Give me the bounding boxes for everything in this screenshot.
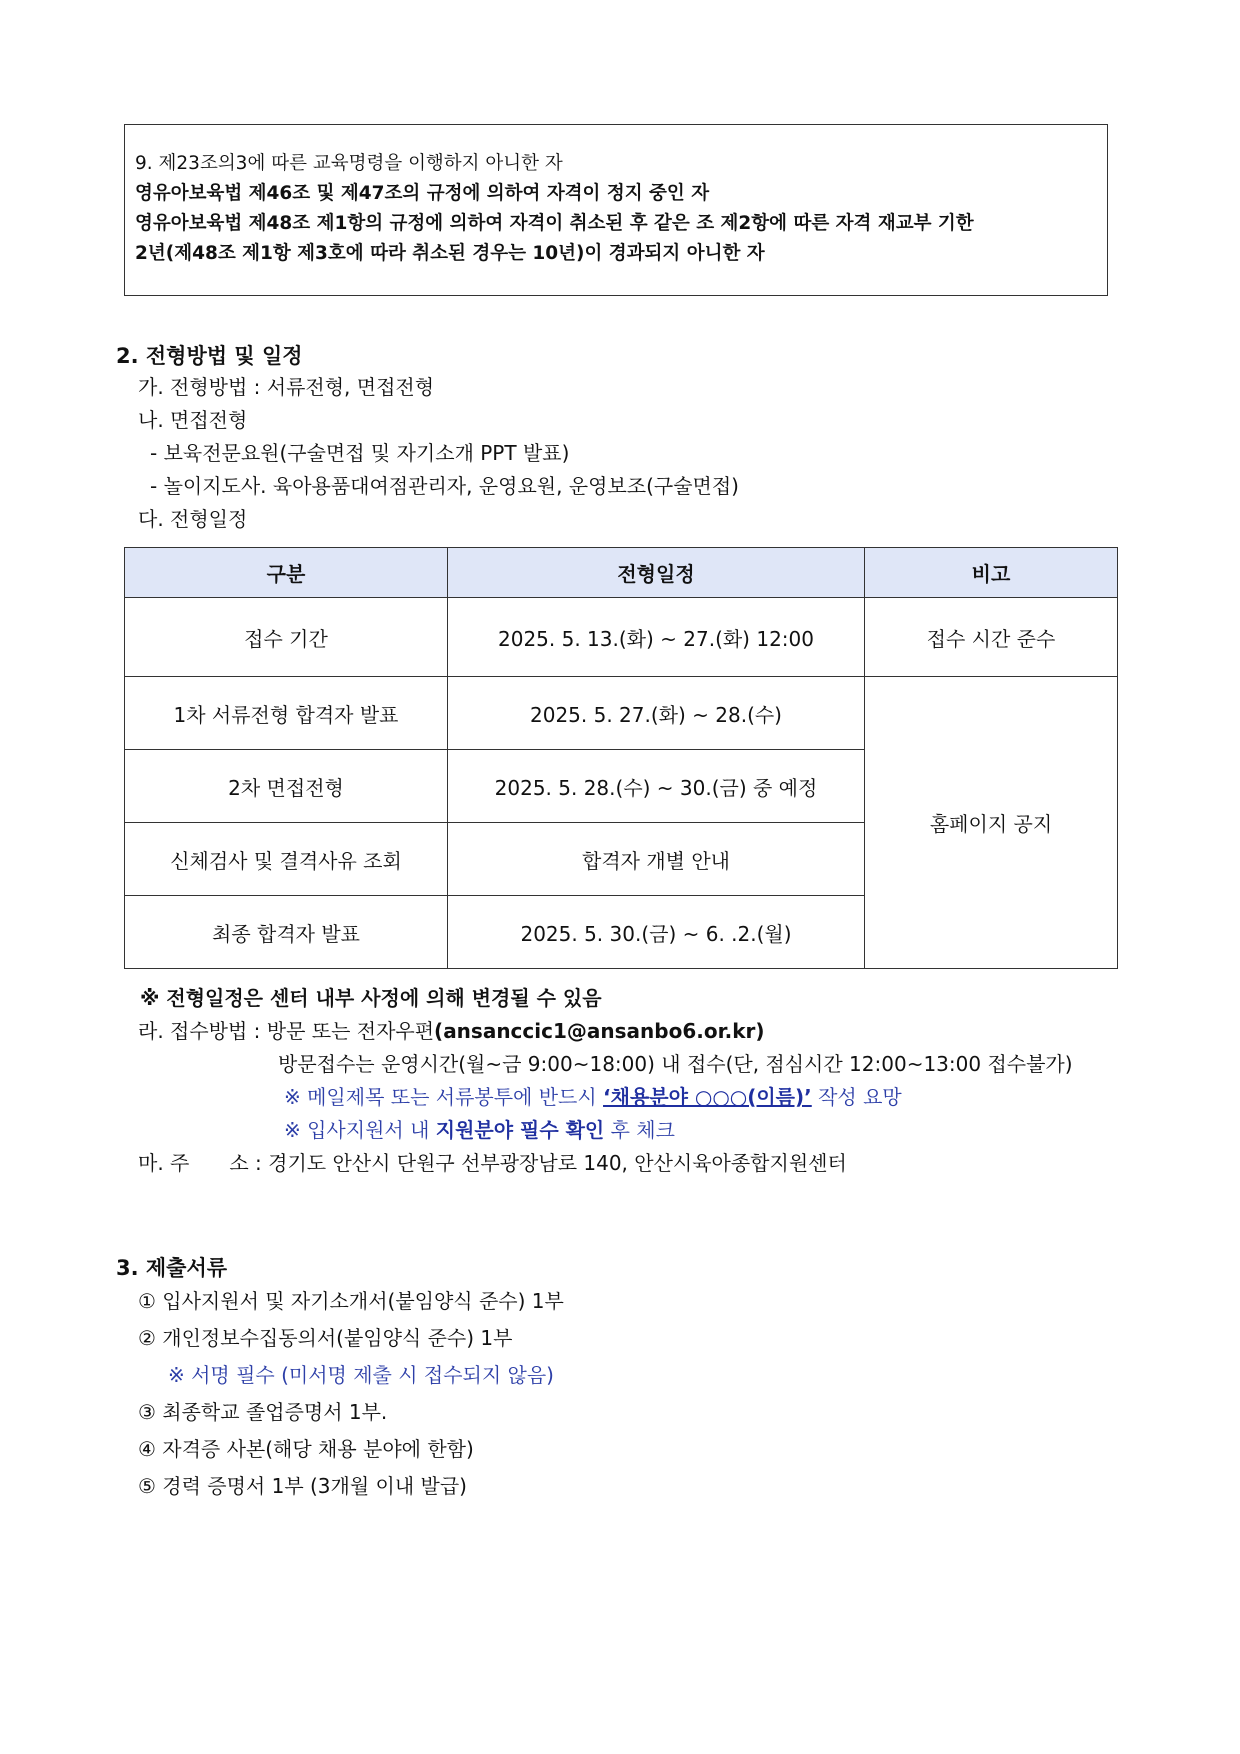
method-line: 가. 전형방법 : 서류전형, 면접전형 (138, 375, 435, 399)
application-method-label: 라. 접수방법 : 방문 또는 전자우편 (138, 1019, 435, 1043)
disqualification-box (124, 124, 1108, 296)
interview-item: - 보육전문요원(구술면접 및 자기소개 PPT 발표) (150, 441, 570, 465)
section-3-title: 3. 제출서류 (116, 1256, 228, 1280)
box-line: 영유아보육법 제48조 제1항의 규정에 의하여 자격이 취소된 후 같은 조 제2항에 따른 자격 재교부 기한 (135, 213, 974, 234)
address-label-2: 소 (229, 1151, 249, 1175)
note-text: ※ 메일제목 또는 서류봉투에 반드시 (284, 1085, 604, 1109)
table-cell: 접수 시간 준수 (865, 598, 1118, 677)
interview-heading: 나. 면접전형 (138, 408, 248, 432)
signature-note: ※ 서명 필수 (미서명 제출 시 접수되지 않음) (168, 1363, 554, 1387)
table-cell: 접수 기간 (125, 598, 448, 677)
address-label: 마. 주 (138, 1151, 190, 1175)
box-line: 9. 제23조의3에 따른 교육명령을 이행하지 아니한 자 (135, 153, 563, 174)
field-check-note (284, 1116, 675, 1144)
table-header: 비고 (865, 548, 1118, 598)
table-cell: 1차 서류전형 합격자 발표 (125, 677, 448, 750)
table-cell: 최종 합격자 발표 (125, 896, 448, 969)
document-item: ⑤ 경력 증명서 1부 (3개월 이내 발급) (138, 1474, 467, 1498)
mail-title-note (284, 1083, 902, 1111)
address-value: : 경기도 안산시 단원구 선부광장남로 140, 안산시육아종합지원센터 (255, 1151, 847, 1175)
note-text: 후 체크 (604, 1118, 675, 1142)
document-item: ④ 자격증 사본(해당 채용 분야에 한함) (138, 1437, 474, 1461)
email-address: (ansanccic1@ansanbo6.or.kr) (434, 1019, 765, 1043)
note-emphasis: 지원분야 필수 확인 (435, 1118, 605, 1142)
table-cell: 합격자 개별 안내 (448, 823, 865, 896)
table-cell: 신체검사 및 결격사유 조회 (125, 823, 448, 896)
box-line: 영유아보육법 제46조 및 제47조의 규정에 의하여 자격이 정지 중인 자 (135, 183, 710, 204)
note-emphasis: ‘채용분야 ○○○(이름)’ (603, 1085, 812, 1109)
schedule-notice: ※ 전형일정은 센터 내부 사정에 의해 변경될 수 있음 (140, 986, 602, 1010)
visit-hours: 방문접수는 운영시간(월~금 9:00~18:00) 내 접수(단, 점심시간 12:00~13:00 접수불가) (278, 1052, 1073, 1076)
table-cell: 2차 면접전형 (125, 750, 448, 823)
section-2-title: 2. 전형방법 및 일정 (116, 344, 303, 368)
schedule-table (124, 547, 1118, 969)
table-cell: 2025. 5. 28.(수) ~ 30.(금) 중 예정 (448, 750, 865, 823)
table-header: 구분 (125, 548, 448, 598)
table-header: 전형일정 (448, 548, 865, 598)
application-method (138, 1017, 765, 1045)
address-line (138, 1149, 847, 1177)
document-item: ② 개인정보수집동의서(붙임양식 준수) 1부 (138, 1326, 513, 1350)
table-cell: 2025. 5. 30.(금) ~ 6. .2.(월) (448, 896, 865, 969)
note-text: 작성 요망 (811, 1085, 902, 1109)
document-item: ① 입사지원서 및 자기소개서(붙임양식 준수) 1부 (138, 1289, 564, 1313)
document-item: ③ 최종학교 졸업증명서 1부. (138, 1400, 388, 1424)
table-cell-merged-note: 홈페이지 공지 (865, 677, 1118, 969)
table-cell: 2025. 5. 13.(화) ~ 27.(화) 12:00 (448, 598, 865, 677)
table-row (125, 677, 1118, 750)
table-row (125, 598, 1118, 677)
note-text: ※ 입사지원서 내 (284, 1118, 436, 1142)
table-cell: 2025. 5. 27.(화) ~ 28.(수) (448, 677, 865, 750)
box-line: 2년(제48조 제1항 제3호에 따라 취소된 경우는 10년)이 경과되지 아니한 자 (135, 243, 765, 264)
schedule-heading: 다. 전형일정 (138, 507, 248, 531)
interview-item: - 놀이지도사. 육아용품대여점관리자, 운영요원, 운영보조(구술면접) (150, 474, 739, 498)
